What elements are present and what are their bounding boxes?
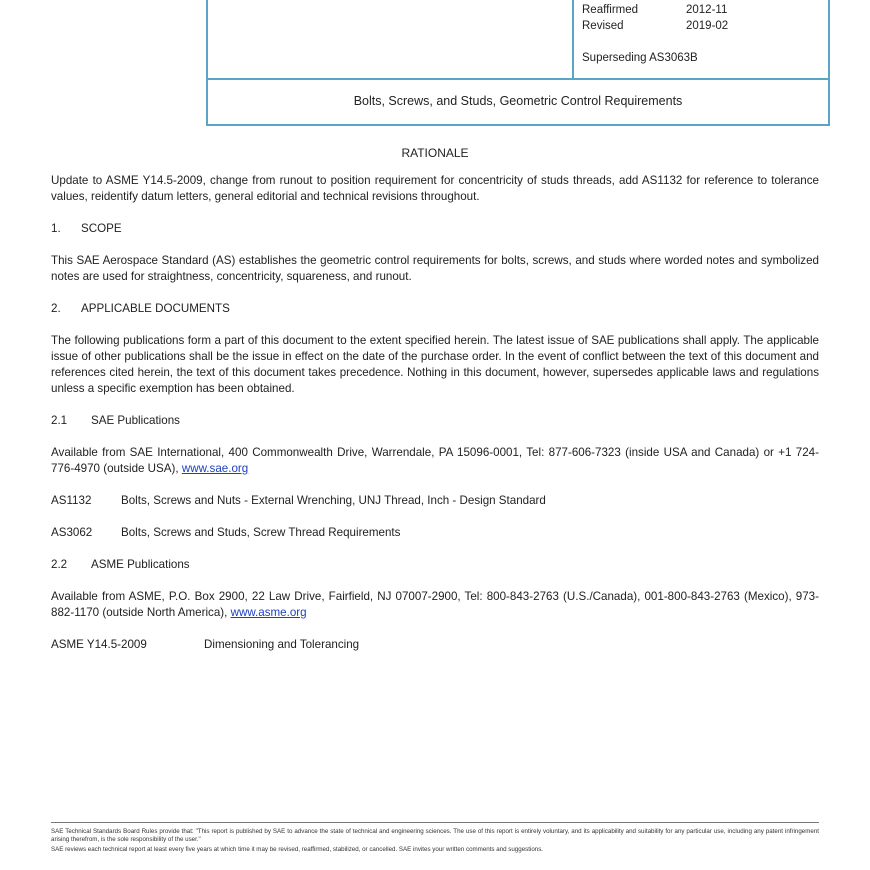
- sae-address: Available from SAE International, 400 Commonwealth Drive, Warrendale, PA 15096-0001, Tel: 877-606-7323 (inside USA and Canada) or +1 724-776-4970 (outside USA),: [51, 446, 819, 475]
- superseding-text: Superseding AS3063B: [582, 52, 698, 64]
- reference-title: Bolts, Screws and Studs, Screw Thread Requirements: [121, 526, 401, 539]
- section-number: 2.: [51, 302, 61, 315]
- footer-review-text: SAE reviews each technical report at least every five years at which time it may be revised, reaffirmed, stabilized, or cancelled. SAE invites your written comments and suggestions.: [51, 846, 544, 853]
- reference-code: AS3062: [51, 526, 93, 539]
- reference-title: Dimensioning and Tolerancing: [204, 638, 360, 651]
- revised-row: [582, 18, 728, 34]
- reference-row: [51, 637, 819, 653]
- reference-code: ASME Y14.5-2009: [51, 638, 147, 651]
- section-number: 2.1: [51, 414, 68, 427]
- scope-text: This SAE Aerospace Standard (AS) establishes the geometric control requirements for bolts, screws, and studs where worded notes and symbolized notes are used for straightness, concentricity, squareness, and runout.: [51, 254, 819, 283]
- document-body: [51, 145, 819, 669]
- reaffirmed-row: [582, 2, 728, 18]
- section-number: 2.2: [51, 558, 68, 571]
- reference-title: Bolts, Screws and Nuts - External Wrenching, UNJ Thread, Inch - Design Standard: [121, 494, 546, 507]
- footer-rules-text: SAE Technical Standards Board Rules provide that: "This report is published by SAE to advance the state of technical and engineering sciences. The use of this report is entirely voluntary, and its applicability and suitability for any particular use, including any patent infringement arising therefrom, is the sole responsibility of the user.": [51, 828, 819, 843]
- reference-code: AS1132: [51, 494, 92, 507]
- reference-row: [51, 493, 819, 509]
- section-scope-heading: [51, 221, 819, 237]
- section-title: SCOPE: [81, 222, 122, 235]
- section-title: APPLICABLE DOCUMENTS: [81, 302, 230, 315]
- header-divider: [572, 0, 574, 78]
- sae-link[interactable]: www.sae.org: [181, 462, 249, 475]
- document-header-box: [206, 0, 830, 126]
- revision-info: [582, 2, 728, 34]
- asme-availability-text: [51, 589, 819, 621]
- revised-label: Revised: [582, 20, 624, 32]
- section-applicable-heading: [51, 301, 819, 317]
- reference-row: [51, 525, 819, 541]
- section-title: ASME Publications: [91, 558, 190, 571]
- reaffirmed-label: Reaffirmed: [582, 4, 639, 16]
- section-number: 1.: [51, 222, 61, 235]
- rationale-text: Update to ASME Y14.5-2009, change from runout to position requirement for concentricity of studs threads, add AS1132 for reference to tolerance values, reidentify datum letters, general editorial and technical revisions throughout.: [51, 174, 819, 203]
- asme-address: Available from ASME, P.O. Box 2900, 22 Law Drive, Fairfield, NJ 07007-2900, Tel: 800-843-2763 (U.S./Canada), 001-800-843-2763 (Mexico), 973-882-1170 (outside North America),: [51, 590, 819, 619]
- rationale-heading: RATIONALE: [401, 146, 469, 160]
- header-info-row: [208, 0, 828, 80]
- reaffirmed-date: 2012-11: [686, 4, 728, 16]
- asme-link[interactable]: www.asme.org: [230, 606, 307, 619]
- applicable-text: The following publications form a part of this document to the extent specified herein. The latest issue of SAE publications shall apply. The applicable issue of other publications shall be the issue in effect on the date of the purchase order. In the event of conflict between the text of this document and references cited herein, the text of this document takes precedence. Nothing in this document, however, supersedes applicable laws and regulations unless a specific exemption has been obtained.: [51, 334, 819, 395]
- section-sae-heading: [51, 413, 819, 429]
- document-title: Bolts, Screws, and Studs, Geometric Control Requirements: [353, 94, 683, 108]
- page-footer: [51, 822, 819, 857]
- sae-availability-text: [51, 445, 819, 477]
- revised-date: 2019-02: [686, 20, 729, 32]
- section-asme-heading: [51, 557, 819, 573]
- section-title: SAE Publications: [91, 414, 180, 427]
